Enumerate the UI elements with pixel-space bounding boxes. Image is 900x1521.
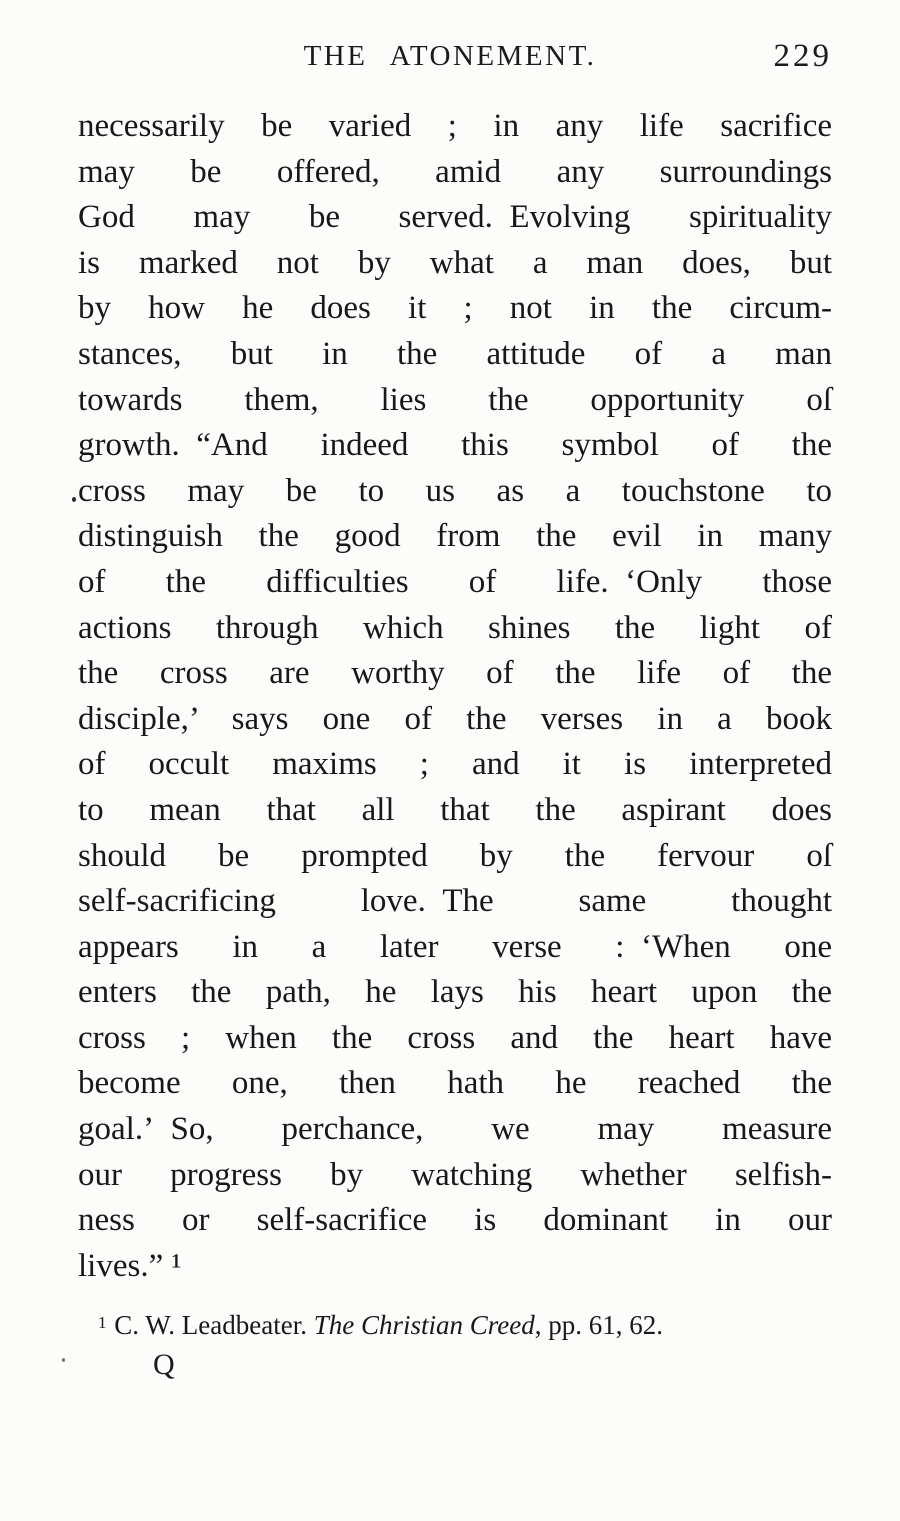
footnote-author: C. W. Leadbeater. (107, 1310, 314, 1340)
page-number: 229 (773, 38, 832, 74)
scan-speck (72, 497, 76, 502)
text-line: stances, but in the attitude of a man (78, 335, 832, 372)
text-line: of the difficulties of life. ‘Only those (78, 563, 832, 600)
text-line: of occult maxims ; and it is interpreted (78, 746, 832, 783)
text-line: to mean that all that the aspirant does (78, 791, 832, 828)
text-line: is marked not by what a man does, but (78, 244, 832, 281)
body-text (78, 104, 832, 1289)
scan-speck (62, 1358, 65, 1362)
text-line: growth. “And indeed this symbol of the (78, 427, 832, 464)
footnote-work-title: The Christian Creed (313, 1310, 535, 1340)
text-line: self-sacrificing love. The same thought (78, 883, 832, 920)
text-line: become one, then hath he reached the (78, 1065, 832, 1102)
text-line: the cross are worthy of the life of the (78, 655, 832, 692)
text-line: towards them, lies the opportunity oſ (78, 381, 832, 418)
text-line: appears in a later verse : ‘When one (78, 928, 832, 965)
footnote (78, 1308, 832, 1346)
text-line: disciple,’ says one of the verses in a book (78, 700, 832, 737)
text-line: God may be served. Evolving spirituality (78, 199, 832, 236)
text-line: actions through which shines the light of (78, 609, 832, 646)
printer-signature-mark: Q (153, 1348, 175, 1381)
text-line: ness or self-sacrifice is dominant in our (78, 1202, 832, 1239)
footnote-marker: 1 (98, 1312, 108, 1332)
text-line: our progress by watching whether selfish- (78, 1156, 832, 1193)
text-line: necessarily be varied ; in any life sacrifice (78, 108, 832, 144)
footnote-pages: , pp. 61, 62. (534, 1310, 663, 1340)
text-line: goal.’ So, perchance, we may measure (78, 1111, 832, 1148)
running-title: THE ATONEMENT. (303, 40, 597, 72)
text-line: cross ; when the cross and the heart have (78, 1019, 832, 1056)
text-line: enters the path, he lays his heart upon the (78, 974, 832, 1011)
text-line: by how he does it ; not in the circum- (78, 290, 832, 327)
text-line: should be prompted by the fervour oſ (78, 837, 832, 874)
text-line: lives.” ¹ (78, 1247, 182, 1284)
text-line: distinguish the good from the evil in many (78, 518, 832, 555)
text-line: may be offered, amid any surroundings (78, 153, 832, 190)
text-line: cross may be to us as a touchstone to (78, 472, 832, 509)
